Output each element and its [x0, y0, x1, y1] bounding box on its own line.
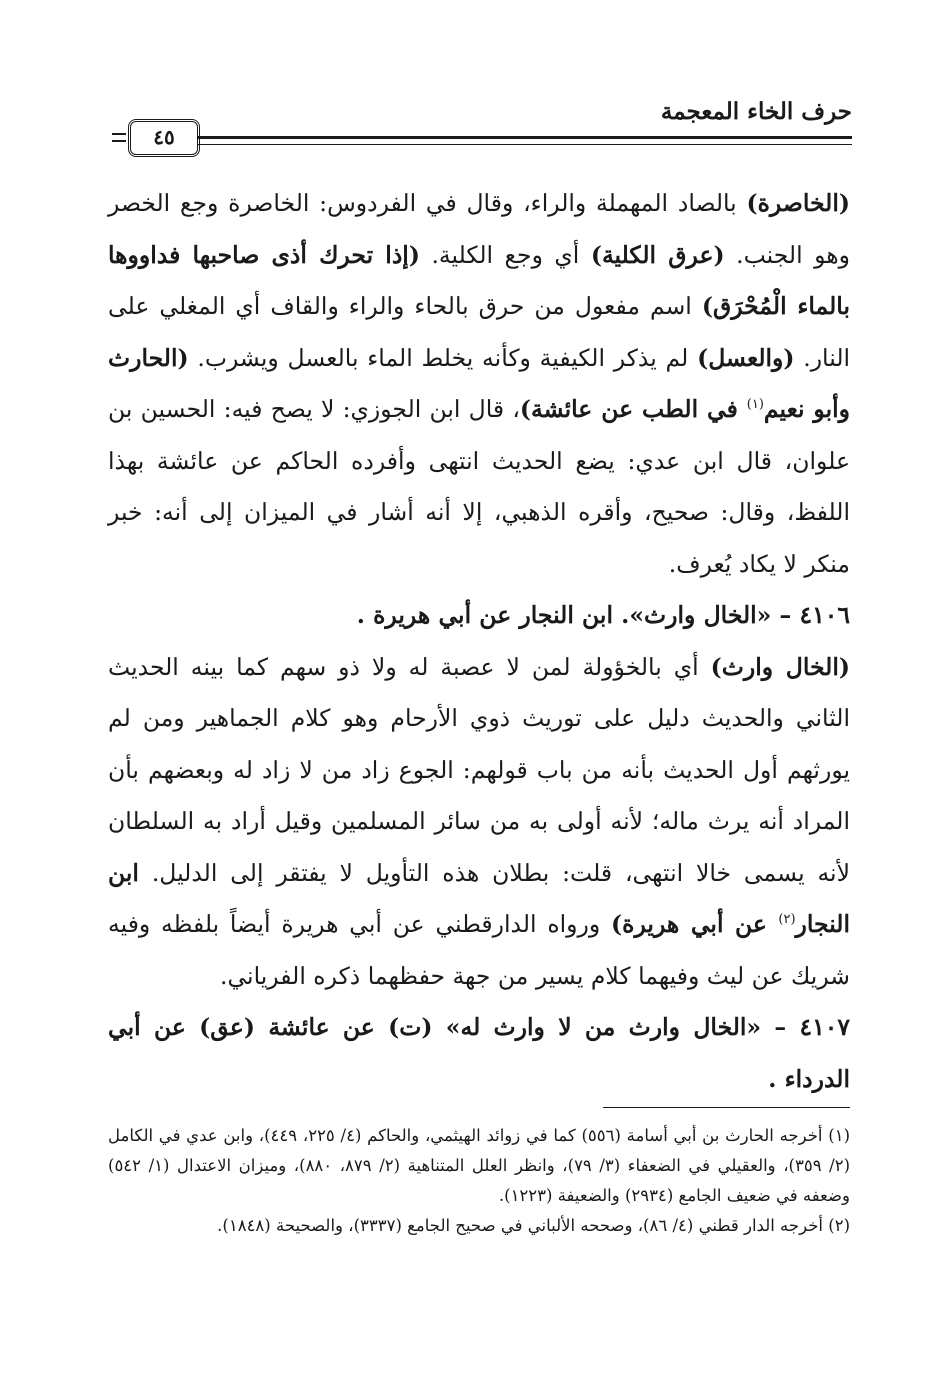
hadith-number: ٤١٠٧: [799, 1013, 850, 1041]
text: ورواه الدارقطني عن أبي هريرة أيضاً بلفظه وفيه شريك عن ليث وفيهما كلام يسير من جهة حفظهما ذكره الفرياني.: [108, 910, 850, 990]
hadith-number: ٤١٠٦: [799, 601, 850, 629]
footnote-marker: (١): [746, 397, 764, 413]
text: بالصاد المهملة والراء، وقال في الفردوس: الخاصرة وجع الخصر وهو الجنب.: [108, 189, 850, 269]
footnote-separator: [603, 1107, 850, 1108]
hadith-text: «الخال وارث». ابن النجار عن أبي هريرة .: [356, 601, 772, 629]
text: ، قال ابن الجوزي: لا يصح فيه: الحسين بن علوان، قال ابن عدي: يضع الحديث انتهى وأفرده الحاكم عن عائشة بهذا اللفظ، وقال: صحيح، وأقره الذهبي، إلا أنه أشار في الميزان إلى أنه: خبر منكر لا يكاد يُعرف.: [108, 395, 850, 578]
term: (الخال وارث): [710, 652, 850, 681]
text: أي وجع الكلية.: [419, 240, 591, 269]
footnote-marker: (٢): [778, 912, 796, 928]
text: أي بالخؤولة لمن لا عصبة له ولا ذو سهم كما بينه الحديث الثاني والحديث دليل على توريث ذوي الأرحام وهو كلام الجماهير ومن لم يورثهم أول الحديث بأنه من باب قولهم: الجوع زاد من لا زاد له وبعضهم بأن المراد أنه يرث ماله؛ لأنه أولى به من سائر المسلمين وقيل أراد به السلطان لأنه يسمى خالا انتهى، قلت: بطلان هذه التأويل لا يفتقر إلى الدليل.: [108, 652, 850, 887]
footnote-1: (١) أخرجه الحارث بن أبي أسامة (٥٥٦) كما في زوائد الهيثمي، والحاكم (٤/ ٢٢٥، ٤٤٩)، وابن عدي في الكامل (٢/ ٣٥٩)، والعقيلي في الضعفاء (٣/ ٧٩)، وانظر العلل المتناهية (٢/ ٨٧٩، ٨٨٠)، وميزان الاعتدال (١/ ٥٤٢) وضعفه في ضعيف الجامع (٢٩٣٤) والضعيفة (١٢٢٣).: [108, 1126, 850, 1205]
page-header: [112, 96, 852, 156]
paragraph-commentary-1: [108, 178, 850, 590]
term: (إذا تحرك أذى صاحبها فداووها بالماء الْمُحْرَق): [108, 240, 850, 320]
source-citation: عن أبي هريرة): [611, 910, 779, 938]
hadith-4107: [108, 1002, 850, 1105]
term: (والعسل): [697, 343, 795, 372]
hadith-4106: [108, 590, 850, 642]
paragraph-commentary-2: [108, 642, 850, 1003]
term: (عرق الكلية): [590, 240, 725, 269]
source-citation: في الطب عن عائشة): [519, 395, 747, 423]
footnotes: [108, 1121, 850, 1241]
source-citation: ابن النجار: [108, 858, 850, 938]
page-number: ٤٥: [128, 119, 200, 157]
header-rule: [198, 136, 852, 145]
source-citation: (الحارث وأبو نعيم: [108, 343, 850, 423]
footnote-2: (٢) أخرجه الدار قطني (٤/ ٨٦)، وصححه الألباني في صحيح الجامع (٣٣٣٧)، والصحيحة (١٨٤٨).: [217, 1216, 850, 1235]
hadith-text: «الخال وارث من لا وارث له» (ت) عن عائشة (عق) عن أبي الدرداء .: [108, 1013, 850, 1093]
chapter-title: حرف الخاء المعجمة: [660, 98, 852, 125]
dash: –: [771, 601, 800, 629]
term: (الخاصرة): [746, 189, 850, 217]
dash: –: [761, 1013, 800, 1041]
text: اسم مفعول من حرق بالحاء والراء والقاف أي المغلي على النار.: [108, 292, 851, 372]
text: لم يذكر الكيفية وكأنه يخلط الماء بالعسل ويشرب.: [188, 343, 698, 372]
main-text: [108, 178, 850, 1105]
header-rule-end: [112, 133, 126, 142]
